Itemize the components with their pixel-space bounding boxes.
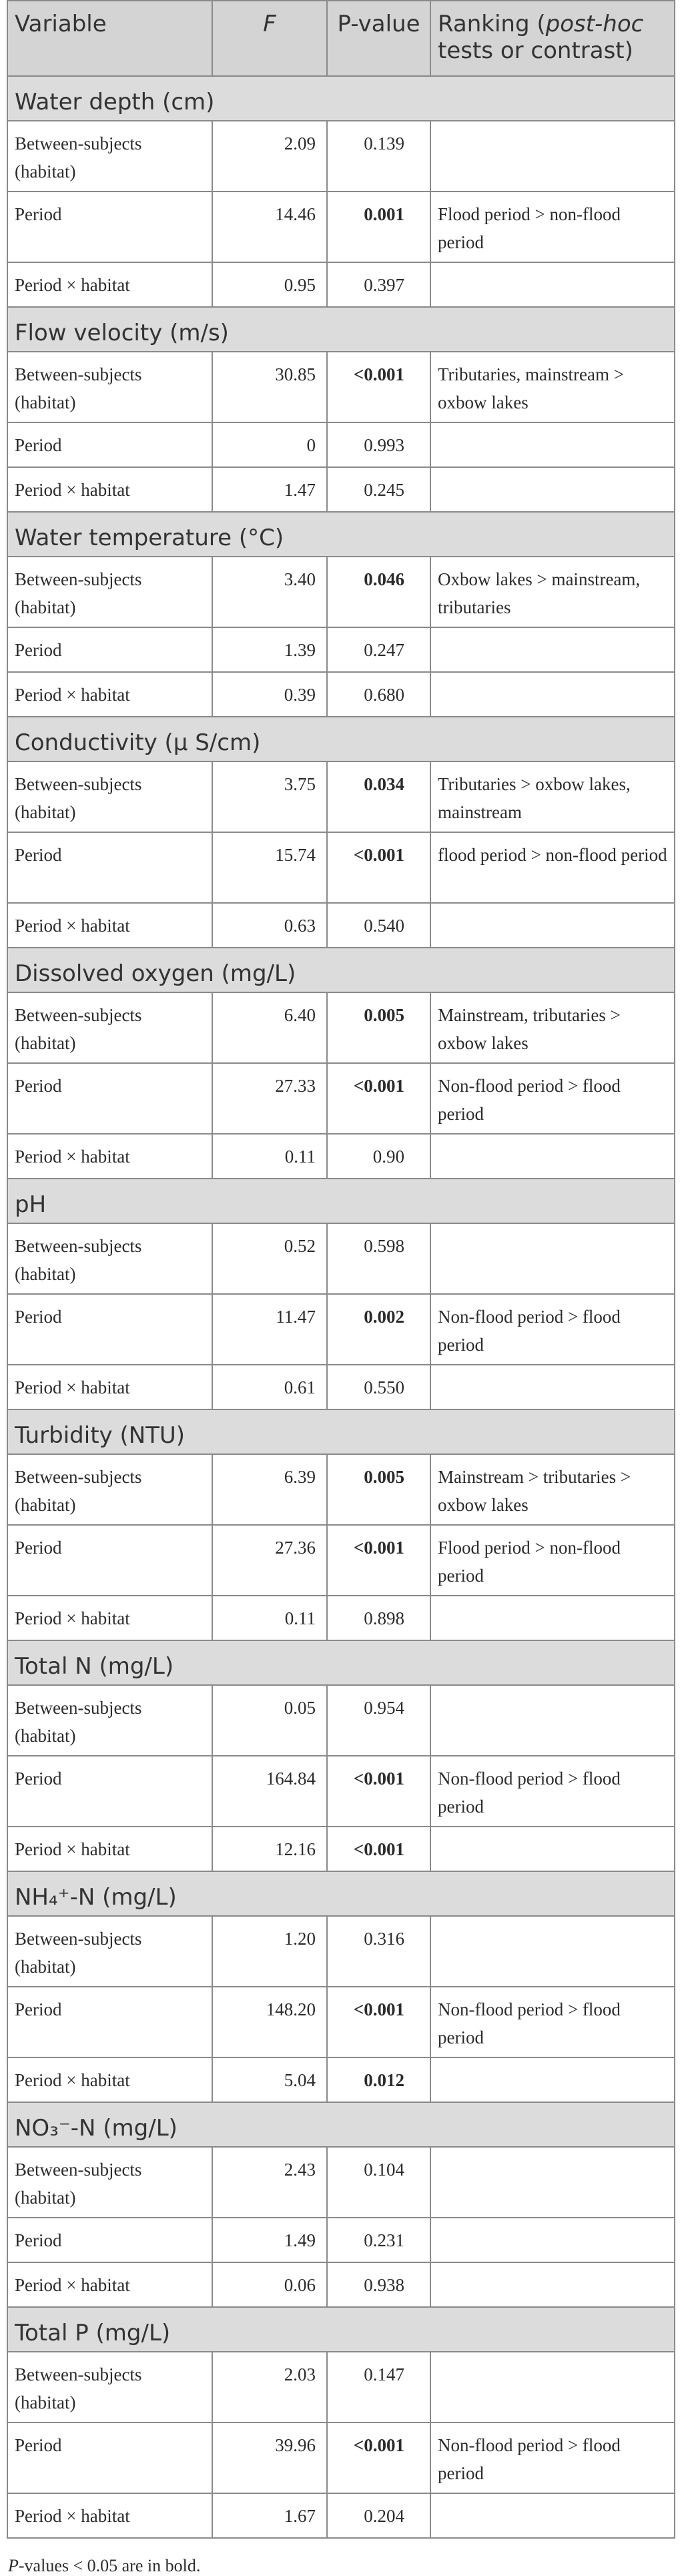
- table-row: [7, 1987, 675, 2057]
- table-row: [7, 992, 675, 1063]
- table-row: [7, 557, 675, 627]
- f-value: 1.67: [212, 2493, 327, 2538]
- ranking: [430, 1223, 675, 1294]
- f-value: 2.03: [212, 2352, 327, 2423]
- ranking: [430, 1685, 675, 1756]
- f-value: 0: [212, 422, 327, 467]
- ranking: [430, 1134, 675, 1179]
- group-header-row: [7, 307, 675, 352]
- header-p-value: P-value: [327, 1, 430, 76]
- table-row: [7, 1685, 675, 1756]
- table-row: [7, 2423, 675, 2493]
- row-label: Period: [7, 192, 212, 262]
- ranking: Non-flood period > flood period: [430, 1294, 675, 1365]
- p-value: 0.034: [327, 761, 430, 832]
- table-row: [7, 2352, 675, 2423]
- ranking: flood period > non-flood period: [430, 832, 675, 903]
- ranking: [430, 1916, 675, 1987]
- group-title: Dissolved oxygen (mg/L): [7, 948, 675, 992]
- f-value: 30.85: [212, 352, 327, 422]
- header-f: [212, 1, 327, 76]
- table-row: [7, 1596, 675, 1640]
- p-value: 0.954: [327, 1685, 430, 1756]
- row-label: Between-subjects (habitat): [7, 761, 212, 832]
- ranking: Mainstream > tributaries > oxbow lakes: [430, 1454, 675, 1525]
- table-row: [7, 1063, 675, 1134]
- group-title: Total P (mg/L): [7, 2307, 675, 2352]
- row-label: Period × habitat: [7, 903, 212, 948]
- header-variable: Variable: [7, 1, 212, 76]
- f-value: 0.61: [212, 1365, 327, 1409]
- table-row: [7, 1454, 675, 1525]
- p-value: 0.046: [327, 557, 430, 627]
- f-value: 14.46: [212, 192, 327, 262]
- statistics-table: [7, 0, 675, 2539]
- table-row: [7, 121, 675, 192]
- p-value: 0.005: [327, 992, 430, 1063]
- ranking: [430, 2218, 675, 2262]
- group-header-row: [7, 717, 675, 761]
- row-label: Period × habitat: [7, 672, 212, 717]
- header-f-label: F: [263, 11, 276, 37]
- f-value: 0.05: [212, 1685, 327, 1756]
- ranking: [430, 121, 675, 192]
- row-label: Period × habitat: [7, 2262, 212, 2307]
- f-value: 27.36: [212, 1525, 327, 1596]
- row-label: Period × habitat: [7, 2493, 212, 2538]
- row-label: Period: [7, 627, 212, 672]
- header-ranking-suffix: tests or contrast): [438, 37, 633, 64]
- row-label: Period: [7, 1525, 212, 1596]
- p-value: <0.001: [327, 832, 430, 903]
- table-row: [7, 903, 675, 948]
- group-title: Water depth (cm): [7, 76, 675, 121]
- group-title: Water temperature (°C): [7, 512, 675, 557]
- group-header-row: [7, 1640, 675, 1685]
- row-label: Period × habitat: [7, 2057, 212, 2102]
- f-value: 12.16: [212, 1827, 327, 1871]
- header-ranking-italic: post-hoc: [545, 11, 644, 37]
- p-value: <0.001: [327, 2423, 430, 2493]
- p-value: <0.001: [327, 1063, 430, 1134]
- p-value: 0.316: [327, 1916, 430, 1987]
- ranking: Non-flood period > flood period: [430, 1987, 675, 2057]
- f-value: 0.11: [212, 1134, 327, 1179]
- p-value: 0.938: [327, 2262, 430, 2307]
- f-value: 1.47: [212, 467, 327, 512]
- row-label: Between-subjects (habitat): [7, 1685, 212, 1756]
- f-value: 15.74: [212, 832, 327, 903]
- group-title: NH₄⁺-N (mg/L): [7, 1871, 675, 1916]
- row-label: Period: [7, 832, 212, 903]
- header-ranking: [430, 1, 675, 76]
- p-value: 0.147: [327, 2352, 430, 2423]
- f-value: 0.39: [212, 672, 327, 717]
- ranking: [430, 2493, 675, 2538]
- footnote-text: -values < 0.05 are in bold.: [18, 2556, 201, 2575]
- table-row: [7, 1223, 675, 1294]
- table-row: [7, 422, 675, 467]
- table-row: [7, 2262, 675, 2307]
- p-value: 0.012: [327, 2057, 430, 2102]
- row-label: Between-subjects (habitat): [7, 2352, 212, 2423]
- group-header-row: [7, 1871, 675, 1916]
- row-label: Between-subjects (habitat): [7, 2147, 212, 2218]
- p-value: 0.550: [327, 1365, 430, 1409]
- group-header-row: [7, 948, 675, 992]
- ranking: Flood period > non-flood period: [430, 1525, 675, 1596]
- row-label: Between-subjects (habitat): [7, 1916, 212, 1987]
- header-row: [7, 1, 675, 76]
- group-header-row: [7, 76, 675, 121]
- ranking: [430, 2262, 675, 2307]
- row-label: Period × habitat: [7, 1365, 212, 1409]
- ranking: [430, 672, 675, 717]
- f-value: 0.11: [212, 1596, 327, 1640]
- group-title: NO₃⁻-N (mg/L): [7, 2102, 675, 2147]
- table-row: [7, 2493, 675, 2538]
- table-header: [7, 1, 675, 76]
- table-row: [7, 1916, 675, 1987]
- f-value: 2.43: [212, 2147, 327, 2218]
- table-row: [7, 467, 675, 512]
- f-value: 0.06: [212, 2262, 327, 2307]
- p-value: 0.540: [327, 903, 430, 948]
- f-value: 3.75: [212, 761, 327, 832]
- row-label: Period × habitat: [7, 1827, 212, 1871]
- row-label: Between-subjects (habitat): [7, 557, 212, 627]
- f-value: 39.96: [212, 2423, 327, 2493]
- f-value: 0.95: [212, 262, 327, 307]
- p-value: 0.247: [327, 627, 430, 672]
- p-value: 0.397: [327, 262, 430, 307]
- group-title: Turbidity (NTU): [7, 1409, 675, 1454]
- ranking: Mainstream, tributaries > oxbow lakes: [430, 992, 675, 1063]
- ranking: [430, 2352, 675, 2423]
- table-body: [7, 76, 675, 2538]
- table-row: [7, 352, 675, 422]
- ranking: [430, 2057, 675, 2102]
- p-value: 0.104: [327, 2147, 430, 2218]
- ranking: Flood period > non-flood period: [430, 192, 675, 262]
- p-value: 0.598: [327, 1223, 430, 1294]
- group-header-row: [7, 1409, 675, 1454]
- ranking: [430, 627, 675, 672]
- f-value: 148.20: [212, 1987, 327, 2057]
- ranking: [430, 1596, 675, 1640]
- table-row: [7, 1827, 675, 1871]
- row-label: Period × habitat: [7, 467, 212, 512]
- table-row: [7, 672, 675, 717]
- group-header-row: [7, 1179, 675, 1223]
- table-row: [7, 1294, 675, 1365]
- group-header-row: [7, 2102, 675, 2147]
- f-value: 3.40: [212, 557, 327, 627]
- p-value: <0.001: [327, 1525, 430, 1596]
- p-value: <0.001: [327, 352, 430, 422]
- table-row: [7, 832, 675, 903]
- row-label: Period: [7, 1294, 212, 1365]
- row-label: Between-subjects (habitat): [7, 992, 212, 1063]
- p-value: 0.245: [327, 467, 430, 512]
- ranking: [430, 903, 675, 948]
- f-value: 1.20: [212, 1916, 327, 1987]
- f-value: 1.39: [212, 627, 327, 672]
- f-value: 6.40: [212, 992, 327, 1063]
- table-row: [7, 761, 675, 832]
- table-row: [7, 192, 675, 262]
- p-value: 0.001: [327, 192, 430, 262]
- group-header-row: [7, 2307, 675, 2352]
- ranking: Non-flood period > flood period: [430, 1756, 675, 1827]
- p-value: 0.139: [327, 121, 430, 192]
- f-value: 164.84: [212, 1756, 327, 1827]
- ranking: [430, 262, 675, 307]
- row-label: Period: [7, 1987, 212, 2057]
- group-title: Conductivity (μ S/cm): [7, 717, 675, 761]
- table-row: [7, 1525, 675, 1596]
- f-value: 1.49: [212, 2218, 327, 2262]
- p-value: <0.001: [327, 1756, 430, 1827]
- p-value: 0.993: [327, 422, 430, 467]
- group-header-row: [7, 512, 675, 557]
- row-label: Period × habitat: [7, 1596, 212, 1640]
- f-value: 6.39: [212, 1454, 327, 1525]
- ranking: Oxbow lakes > mainstream, tributaries: [430, 557, 675, 627]
- group-title: Total N (mg/L): [7, 1640, 675, 1685]
- p-value: <0.001: [327, 1987, 430, 2057]
- row-label: Period × habitat: [7, 262, 212, 307]
- ranking: Non-flood period > flood period: [430, 2423, 675, 2493]
- ranking: [430, 422, 675, 467]
- row-label: Period: [7, 2423, 212, 2493]
- table-row: [7, 2218, 675, 2262]
- f-value: 2.09: [212, 121, 327, 192]
- row-label: Between-subjects (habitat): [7, 1454, 212, 1525]
- group-title: pH: [7, 1179, 675, 1223]
- row-label: Period: [7, 1756, 212, 1827]
- row-label: Period: [7, 422, 212, 467]
- f-value: 11.47: [212, 1294, 327, 1365]
- ranking: Tributaries, mainstream > oxbow lakes: [430, 352, 675, 422]
- p-value: 0.231: [327, 2218, 430, 2262]
- table-row: [7, 262, 675, 307]
- f-value: 0.52: [212, 1223, 327, 1294]
- p-value: 0.90: [327, 1134, 430, 1179]
- table-row: [7, 2057, 675, 2102]
- table-row: [7, 1756, 675, 1827]
- table-row: [7, 627, 675, 672]
- row-label: Period: [7, 1063, 212, 1134]
- ranking: Tributaries > oxbow lakes, mainstream: [430, 761, 675, 832]
- p-value: 0.002: [327, 1294, 430, 1365]
- row-label: Between-subjects (habitat): [7, 1223, 212, 1294]
- table-footnote: [7, 2556, 677, 2576]
- p-value: 0.680: [327, 672, 430, 717]
- table-row: [7, 1365, 675, 1409]
- row-label: Period: [7, 2218, 212, 2262]
- table-row: [7, 2147, 675, 2218]
- ranking: [430, 1365, 675, 1409]
- ranking: [430, 2147, 675, 2218]
- f-value: 27.33: [212, 1063, 327, 1134]
- f-value: 0.63: [212, 903, 327, 948]
- row-label: Period × habitat: [7, 1134, 212, 1179]
- ranking: [430, 1827, 675, 1871]
- table-row: [7, 1134, 675, 1179]
- p-value: 0.005: [327, 1454, 430, 1525]
- p-value: 0.204: [327, 2493, 430, 2538]
- p-value: 0.898: [327, 1596, 430, 1640]
- footnote-italic: P: [8, 2556, 19, 2575]
- group-title: Flow velocity (m/s): [7, 307, 675, 352]
- ranking: Non-flood period > flood period: [430, 1063, 675, 1134]
- f-value: 5.04: [212, 2057, 327, 2102]
- header-ranking-prefix: Ranking (: [438, 11, 546, 37]
- p-value: <0.001: [327, 1827, 430, 1871]
- row-label: Between-subjects (habitat): [7, 352, 212, 422]
- row-label: Between-subjects (habitat): [7, 121, 212, 192]
- ranking: [430, 467, 675, 512]
